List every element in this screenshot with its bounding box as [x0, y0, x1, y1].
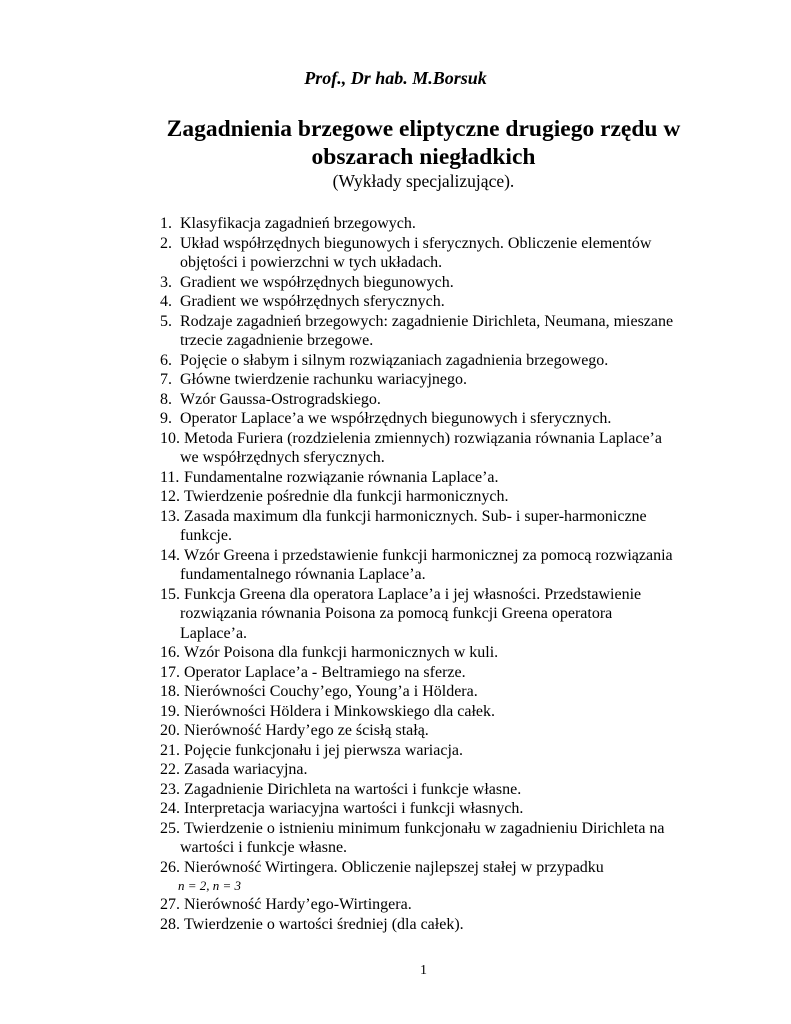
topic-text: Twierdzenie o istnieniu minimum funkcjonału w zagadnieniu Dirichleta na [184, 819, 665, 837]
topic-text-continued: funkcje. [180, 527, 232, 544]
topic-number: 14. [160, 546, 180, 564]
topic-item [0, 819, 720, 858]
topic-number: 12. [160, 488, 180, 505]
topic-item [0, 760, 720, 780]
topic-item [0, 585, 720, 644]
topic-text-continued: we współrzędnych sferycznych. [180, 449, 385, 466]
topic-number: 4. [160, 293, 172, 310]
document-subtitle: (Wykłady specjalizujące). [332, 171, 515, 191]
topic-text: Nierówności Höldera i Minkowskiego dla całek. [184, 702, 496, 720]
topic-text-continued: rozwiązania równania Poisona za pomocą funkcji Greena operatora [180, 605, 613, 622]
topic-number: 22. [160, 761, 180, 778]
topic-text: Wzór Poisona dla funkcji harmonicznych w kuli. [184, 644, 499, 661]
topic-item [0, 741, 720, 761]
topic-number: 16. [160, 644, 180, 661]
topic-number: 26. [160, 858, 180, 876]
topic-text: Interpretacja wariacyjna wartości i funkcji własnych. [184, 800, 524, 817]
topic-number: 24. [160, 800, 180, 817]
topic-item [0, 799, 720, 819]
page-number: 1 [420, 963, 427, 978]
topic-number: 1. [160, 215, 172, 232]
topic-text: Nierówność Wirtingera. Obliczenie najlepszej stałej w przypadku [184, 858, 604, 876]
author-line: Prof., Dr hab. M.Borsuk [304, 68, 487, 88]
topic-number: 7. [160, 371, 172, 388]
topic-item [0, 234, 720, 273]
topic-text: Gradient we współrzędnych sferycznych. [180, 293, 445, 310]
topic-item [0, 214, 720, 234]
topic-item [0, 702, 720, 722]
topic-text: Twierdzenie o wartości średniej (dla całek). [184, 915, 464, 933]
topic-text: Operator Laplace’a - Beltramiego na sferze. [184, 663, 466, 681]
topic-item [0, 351, 720, 371]
topic-text: Nierówności Couchy’ego, Young’a i Höldera. [184, 683, 478, 700]
topic-number: 11. [160, 468, 180, 486]
topic-text: Układ współrzędnych biegunowych i sferycznych. Obliczenie elementów [180, 234, 652, 252]
topic-text: Twierdzenie pośrednie dla funkcji harmonicznych. [184, 488, 509, 505]
topic-item [0, 682, 720, 702]
topic-text: Funkcja Greena dla operatora Laplace’a i jej własności. Przedstawienie [184, 585, 642, 603]
topic-number: 17. [160, 663, 180, 681]
topic-number: 13. [160, 507, 180, 525]
topic-item [0, 429, 720, 468]
topic-item [0, 546, 720, 585]
title-line-2: obszarach niegładkich [311, 144, 536, 170]
topic-text: Pojęcie funkcjonału i jej pierwsza wariacja. [184, 741, 463, 759]
topic-item [0, 370, 720, 390]
topic-text-continued: Laplace’a. [180, 624, 248, 642]
topic-item [0, 895, 720, 915]
topic-text: Pojęcie o słabym i silnym rozwiązaniach zagadnienia brzegowego. [180, 351, 609, 369]
topic-number: 8. [160, 390, 172, 408]
topic-number: 20. [160, 722, 180, 739]
topic-item [0, 409, 720, 429]
topic-item [0, 468, 720, 488]
topic-number: 9. [160, 410, 172, 427]
topic-text: Główne twierdzenie rachunku wariacyjnego. [180, 371, 467, 388]
topic-text-continued: wartości i funkcje własne. [180, 839, 348, 856]
topic-text: Wzór Greena i przedstawienie funkcji harmonicznej za pomocą rozwiązania [184, 546, 673, 564]
topic-text: Klasyfikacja zagadnień brzegowych. [180, 215, 416, 232]
topic-text-continued: trzecie zagadnienie brzegowe. [180, 332, 374, 349]
topic-text: Nierówność Hardy’ego ze ścisłą stałą. [184, 722, 429, 739]
topic-number: 10. [160, 429, 180, 447]
topic-number: 18. [160, 683, 180, 700]
topic-text: Rodzaje zagadnień brzegowych: zagadnienie Dirichleta, Neumana, mieszane [180, 312, 674, 330]
topic-number: 6. [160, 351, 172, 369]
topic-text: Nierówność Hardy’ego-Wirtingera. [184, 896, 412, 913]
topic-text: Zasada wariacyjna. [184, 761, 308, 778]
topic-item [0, 312, 720, 351]
title-line-1: Zagadnienia brzegowe eliptyczne drugiego rzędu w [166, 116, 681, 142]
topic-number: 25. [160, 819, 180, 837]
document-title [0, 115, 791, 171]
topic-item [0, 273, 720, 293]
topic-number: 21. [160, 741, 180, 759]
topic-formula: n = 2, n = 3 [178, 878, 242, 893]
topic-text: Metoda Furiera (rozdzielenia zmiennych) rozwiązania równania Laplace’a [184, 429, 662, 447]
topic-item [0, 390, 720, 410]
topic-item [0, 915, 720, 935]
topic-item [0, 487, 720, 507]
topic-text: Gradient we współrzędnych biegunowych. [180, 273, 454, 291]
topic-item [0, 721, 720, 741]
topic-number: 27. [160, 896, 180, 913]
topic-text: Zasada maximum dla funkcji harmonicznych. Sub- i super-harmoniczne [184, 507, 647, 525]
topic-text-continued: fundamentalnego równania Laplace’a. [180, 566, 426, 583]
topic-list [0, 214, 791, 934]
topic-number: 3. [160, 273, 172, 291]
topic-item [0, 780, 720, 800]
topic-number: 15. [160, 585, 180, 603]
topic-item [0, 663, 720, 683]
topic-text: Operator Laplace’a we współrzędnych biegunowych i sferycznych. [180, 410, 612, 427]
topic-text: Wzór Gaussa-Ostrogradskiego. [180, 390, 381, 408]
topic-text-continued: objętości i powierzchni w tych układach. [180, 254, 443, 271]
topic-number: 5. [160, 312, 172, 330]
topic-item [0, 507, 720, 546]
topic-item [0, 643, 720, 663]
topic-item [0, 858, 720, 896]
topic-item [0, 292, 720, 312]
topic-number: 2. [160, 234, 172, 252]
topic-text: Fundamentalne rozwiązanie równania Laplace’a. [184, 468, 499, 486]
topic-number: 23. [160, 780, 180, 798]
topic-number: 28. [160, 915, 180, 933]
topic-number: 19. [160, 702, 180, 720]
topic-text: Zagadnienie Dirichleta na wartości i funkcje własne. [184, 780, 522, 798]
